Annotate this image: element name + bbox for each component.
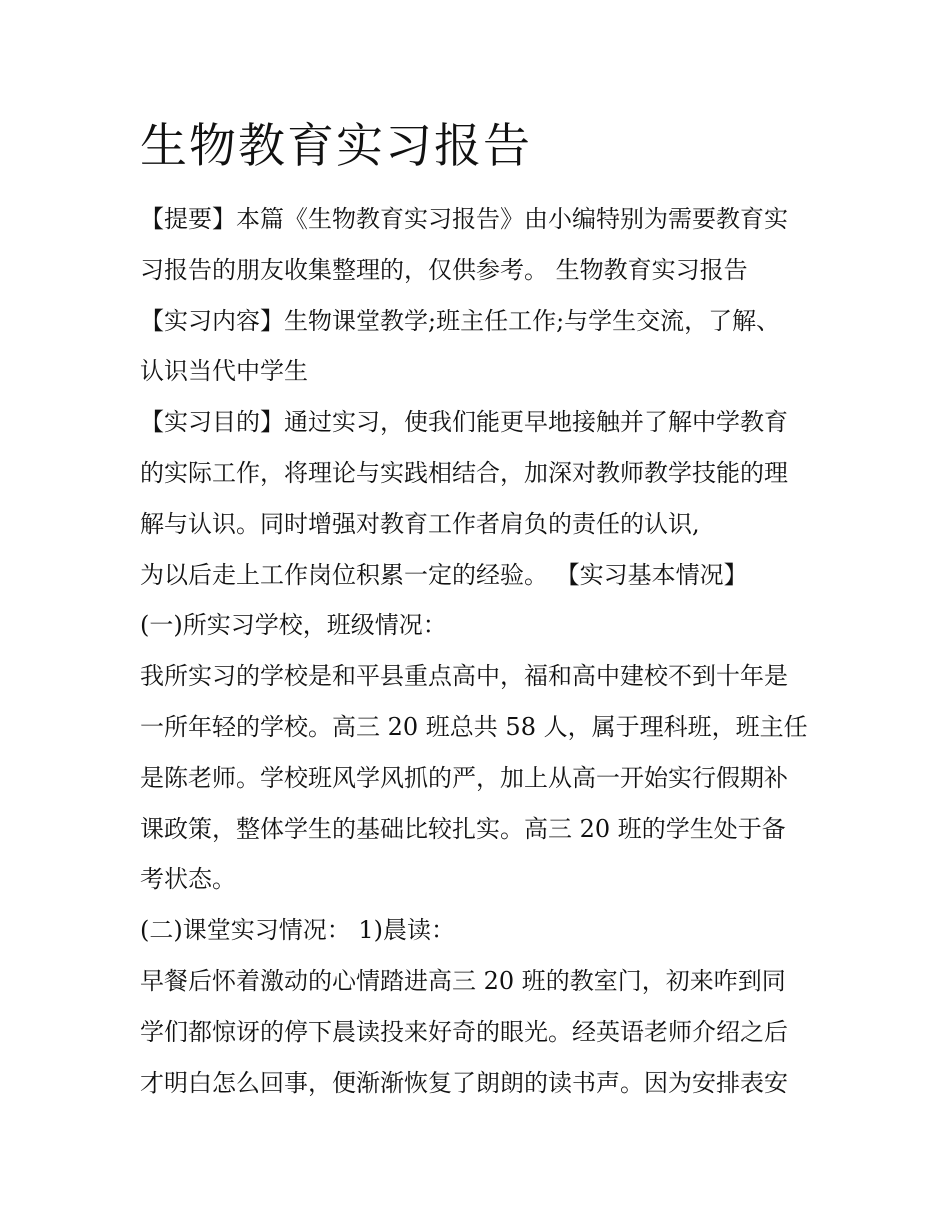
body-line: 的实际工作，将理论与实践相结合，加深对教师教学技能的理 <box>140 458 788 487</box>
body-line: 【实习目的】通过实习，使我们能更早地接触并了解中学教育 <box>140 408 788 437</box>
body-line: 【提要】本篇《生物教育实习报告》由小编特别为需要教育实 <box>140 205 788 233</box>
body-line: (二)课堂实习情况： 1)晨读： <box>140 916 455 945</box>
body-line: 是陈老师。学校班风学风抓的严，加上从高一开始实行假期补 <box>140 763 788 792</box>
body-line: 课政策，整体学生的基础比较扎实。高三 20 班的学生处于备 <box>140 814 786 843</box>
body-line: 学们都惊讶的停下晨读投来好奇的眼光。经英语老师介绍之后 <box>140 1017 788 1046</box>
body-line: 解与认识。同时增强对教育工作者肩负的责任的认识, <box>140 509 700 538</box>
body-line: 习报告的朋友收集整理的，仅供参考。 生物教育实习报告 <box>140 255 748 284</box>
body-line: 我所实习的学校是和平县重点高中，福和高中建校不到十年是 <box>140 662 788 691</box>
body-line: 才明白怎么回事，便渐渐恢复了朗朗的读书声。因为安排表安 <box>140 1068 788 1097</box>
document-title: 生物教育实习报告 <box>140 119 532 174</box>
body-line: 一所年轻的学校。高三 20 班总共 58 人，属于理科班，班主任 <box>140 712 808 741</box>
body-line: 考状态。 <box>140 865 236 894</box>
body-line: 【实习内容】生物课堂教学;班主任工作;与学生交流，了解、 <box>140 306 781 335</box>
body-line: 认识当代中学生 <box>140 357 308 386</box>
body-line: 为以后走上工作岗位积累一定的经验。 【实习基本情况】 <box>140 560 748 589</box>
body-line: (一)所实习学校，班级情况： <box>140 611 447 640</box>
document-page <box>140 110 820 1108</box>
document-body <box>140 194 820 1108</box>
body-line: 早餐后怀着激动的心情踏进高三 20 班的教室门，初来咋到同 <box>140 966 786 995</box>
